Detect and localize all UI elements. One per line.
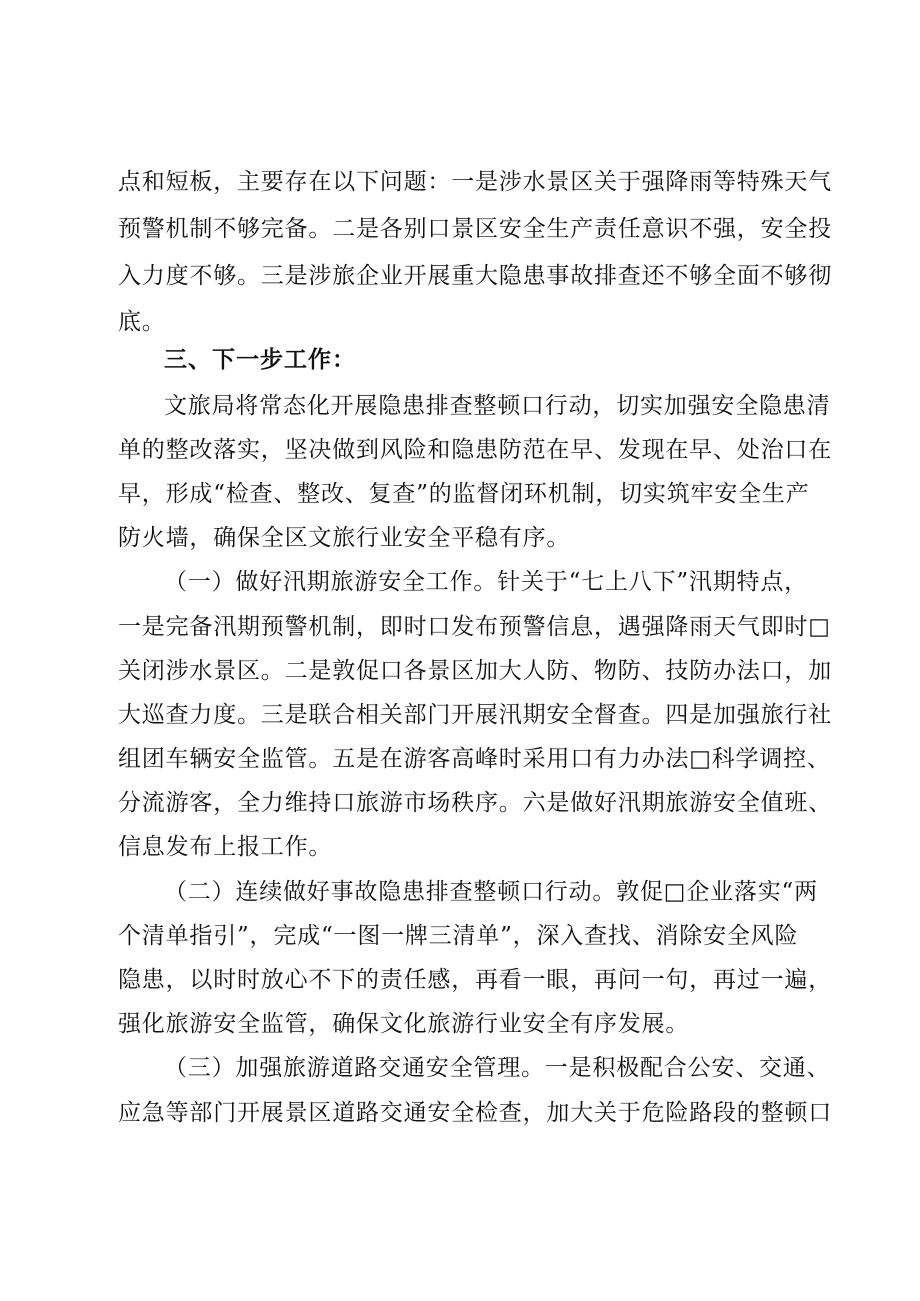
paragraph-3-line-4: 大巡查力度。三是联合相关部门开展汛期安全督查。四是加强旅行社 <box>118 702 832 728</box>
paragraph-3-line-7: 信息发布上报工作。 <box>118 834 333 860</box>
paragraph-2-line-4: 防火墙，确保全区文旅行业安全平稳有序。 <box>118 525 571 551</box>
paragraph-2-line-1: 文旅局将常态化开展隐患排查整顿口行动，切实加强安全隐患清 <box>164 393 831 419</box>
paragraph-5-line-2: 应急等部门开展景区道路交通安全检查，加大关于危险路段的整顿口 <box>118 1100 832 1126</box>
paragraph-1-line-1: 点和短板，主要存在以下问题：一是涉水景区关于强降雨等特殊天气 <box>118 169 832 195</box>
paragraph-3-line-6: 分流游客，全力维持口旅游市场秩序。六是做好汛期旅游安全值班、 <box>118 790 832 816</box>
paragraph-1-line-2: 预警机制不够完备。二是各别口景区安全生产责任意识不强，安全投 <box>118 216 832 242</box>
paragraph-4-line-4: 强化旅游安全监管，确保文化旅游行业安全有序发展。 <box>118 1011 690 1037</box>
paragraph-1-line-4: 底。 <box>118 309 166 335</box>
paragraph-2-line-3: 早，形成“检查、整改、复查”的监督闭环机制，切实筑牢安全生产 <box>118 481 810 507</box>
paragraph-4-line-3: 隐患，以时时放心不下的责任感，再看一眼，再问一句，再过一遍， <box>118 967 832 993</box>
paragraph-2-line-2: 单的整改落实，坚决做到风险和隐患防范在早、发现在早、处治口在 <box>118 437 832 463</box>
paragraph-3-line-5: 组团车辆安全监管。五是在游客高峰时采用口有力办法□科学调控、 <box>118 746 831 772</box>
paragraph-3-line-3: 关闭涉水景区。二是敦促口各景区加大人防、物防、技防办法口，加 <box>118 658 832 684</box>
paragraph-1-line-3: 入力度不够。三是涉旅企业开展重大隐患事故排查还不够全面不够彻 <box>118 263 832 289</box>
paragraph-4-line-1: （二）连续做好事故隐患排查整顿口行动。敦促□企业落实“两 <box>164 879 818 905</box>
paragraph-3-line-1: （一）做好汛期旅游安全工作。针关于“七上八下”汛期特点， <box>164 569 808 595</box>
paragraph-3-line-2: 一是完备汛期预警机制，即时口发布预警信息，遇强降雨天气即时□ <box>118 614 831 640</box>
paragraph-4-line-2: 个清单指引”，完成“一图一牌三清单”，深入查找、消除安全风险 <box>118 923 799 949</box>
paragraph-5-line-1: （三）加强旅游道路交通安全管理。一是积极配合公安、交通、 <box>164 1055 831 1081</box>
section-heading-next-steps: 三、下一步工作： <box>164 347 356 373</box>
